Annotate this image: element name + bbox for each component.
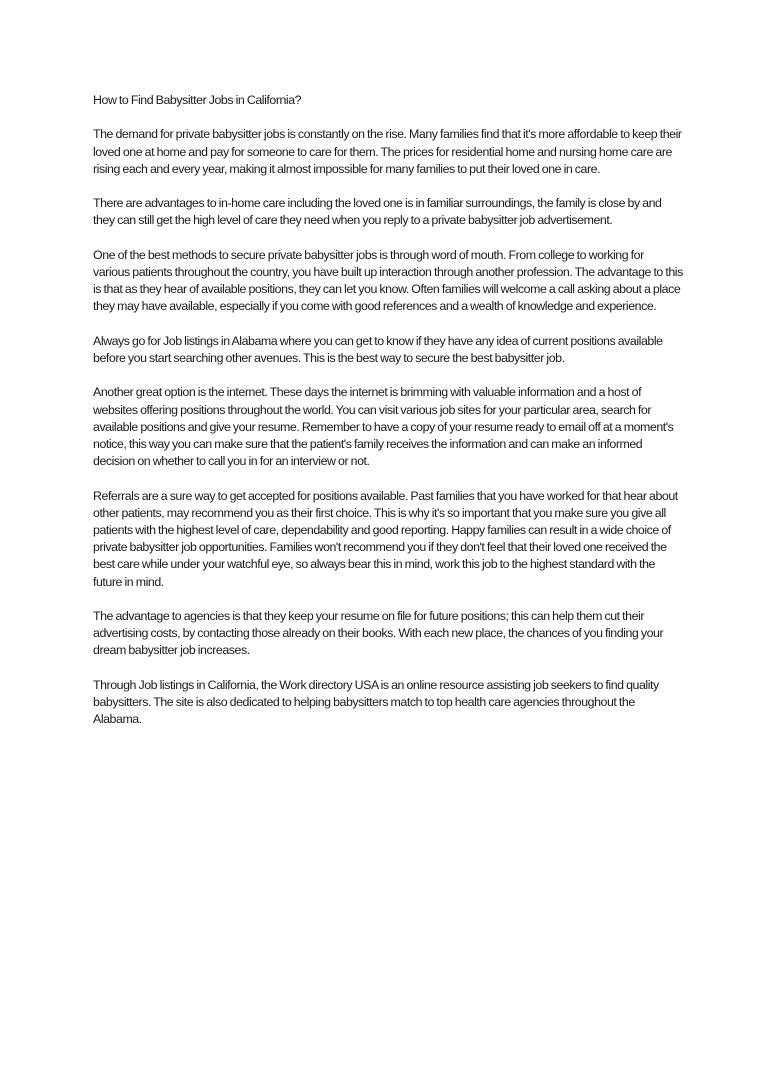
paragraph-job-listings: Always go for Job listings in Alabama where you can get to know if they have any idea of current positions available before you start searching other avenues. This is the best way to secure the best babysitter job. [93, 333, 663, 365]
paragraph-demand: The demand for private babysitter jobs is constantly on the rise. Many families find that it's more affordable to keep their loved one at home and pay for someone to care for them. The prices for residential home and nursing home care are rising each and every year, making it almost impossible for many families to put their loved one in care. [93, 127, 682, 176]
paragraph-agencies: The advantage to agencies is that they keep your resume on file for future positions; this can help them cut their advertising costs, by contacting those already on their books. With each new place, the chances of you finding your dream babysitter job increases. [93, 608, 664, 658]
document-body [93, 92, 683, 746]
paragraph-word-of-mouth: One of the best methods to secure private babysitter jobs is through word of mouth. From college to working for various patients throughout the country, you have built up interaction through another profession. The advantage to this is that as they hear of available positions, they can let you know. Often families will welcome a call asking about a place they may have available, especially if you come with good references and a wealth of knowledge and experience. [93, 247, 683, 314]
paragraph-advantages: There are advantages to in-home care including the loved one is in familiar surroundings, the family is close by and they can still get the high level of care they need when you reply to a private babysitter job advertisement. [93, 196, 662, 228]
paragraph-referrals: Referrals are a sure way to get accepted for positions available. Past families that you have worked for that hear about other patients, may recommend you as their first choice. This is why it's so important that you make sure you give all patients with the highest level of care, dependability and good reporting. Happy families can result in a wide choice of private babysitter job opportunities. Families won't recommend you if they don't feel that their loved one received the best care while under your watchful eye, so always bear this in mind, work this job to the highest standard with the future in mind. [93, 488, 678, 589]
paragraph-internet: Another great option is the internet. These days the internet is brimming with valuable information and a host of websites offering positions throughout the world. You can visit various job sites for your particular area, search for available positions and give your resume. Remember to have a copy of your resume ready to email off at a moment's notice, this way you can make sure that the patient's family receives the information and can make an informed decision on whether to call you in for an interview or not. [93, 385, 674, 469]
document-title: How to Find Babysitter Jobs in California? [93, 93, 302, 107]
paragraph-work-directory: Through Job listings in California, the Work directory USA is an online resource assisting job seekers to find quality babysitters. The site is also dedicated to helping babysitters match to top health care agencies throughout the Alabama. [93, 677, 659, 727]
